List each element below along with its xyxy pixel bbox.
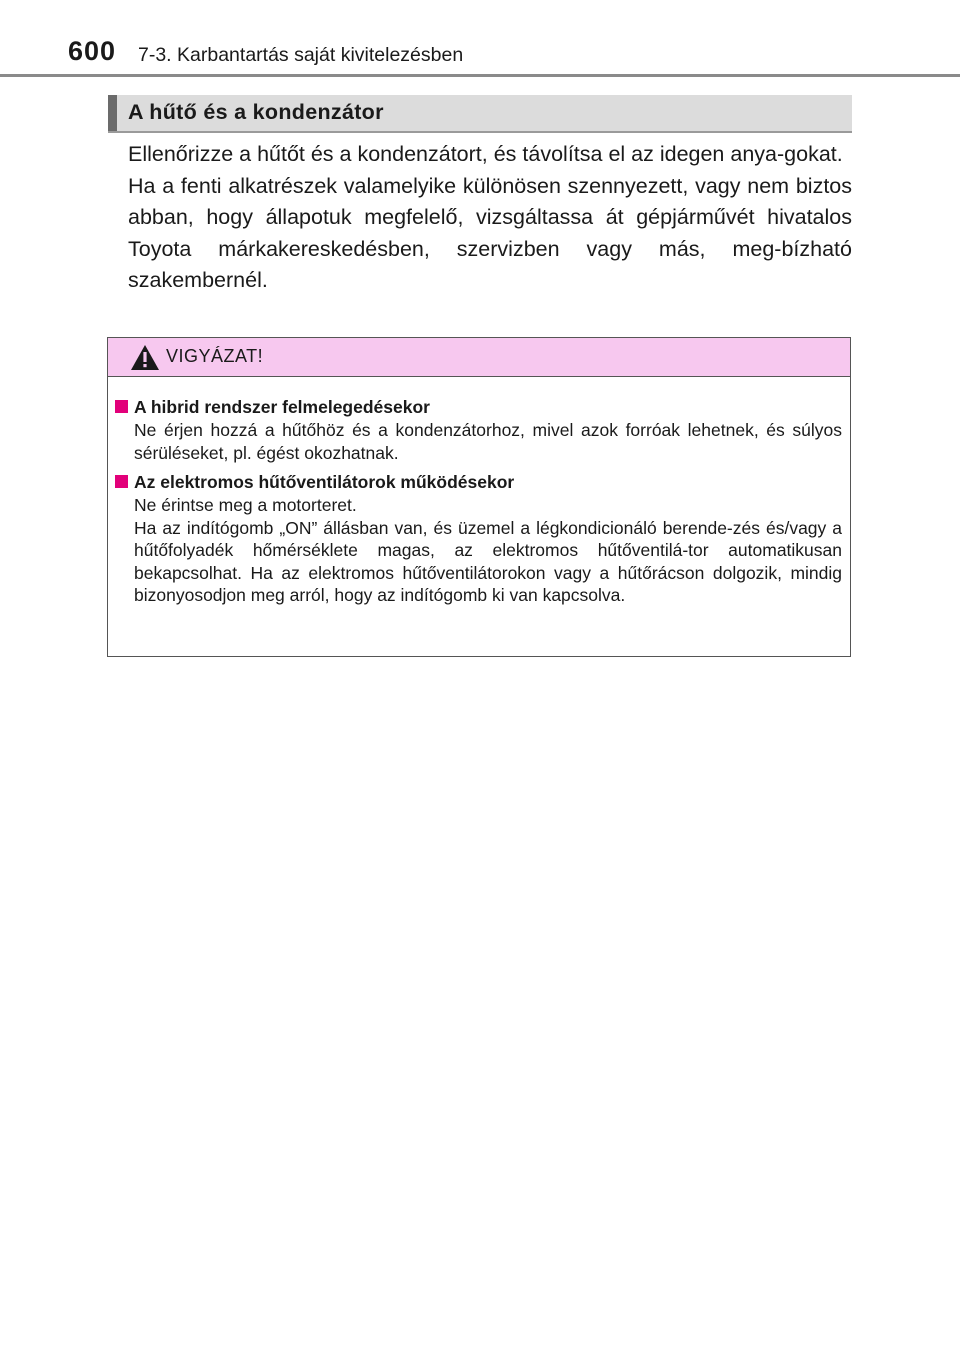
caution-item-text [114,419,842,464]
caution-header [108,338,850,377]
header-divider [0,74,960,77]
warning-triangle-icon [130,344,160,371]
caution-item-title: A hibrid rendszer felmelegedésekor [134,397,430,417]
section-heading-text: A hűtő és a kondenzátor [128,100,384,124]
square-bullet-icon [115,475,128,488]
caution-item-paragraph: Ne érintse meg a motorteret. [134,495,357,515]
page-header [0,0,960,76]
section-body [128,139,852,297]
section-heading-bar [108,95,117,131]
caution-item-heading [114,471,842,494]
square-bullet-icon [115,400,128,413]
caution-item [114,396,842,464]
caution-item-heading [114,396,842,419]
caution-body [114,396,842,614]
caution-item-title: Az elektromos hűtőventilátorok működésekor [134,472,515,492]
section-heading [108,95,852,133]
caution-item-text [114,494,842,607]
chapter-title: 7-3. Karbantartás saját kivitelezésben [138,44,464,66]
caution-item-paragraph: Ha az indítógomb „ON” állásban van, és üzemel a légkondicionáló berende-zés és/vagy a hűtőfolyadék hőmérséklete magas, az elektromos hűtőventilá-tor automatikusan bekapcsolhat. Ha az elektromos hűtőventilátorokon vagy a hűtőrácson dolgozik, mindig bizonyosodjon meg arról, hogy az indítógomb ki van kapcsolva. [134,517,842,605]
page-number: 600 [68,36,117,66]
caution-title: VIGYÁZAT! [166,346,264,366]
body-paragraph: Ellenőrizze a hűtőt és a kondenzátort, és távolítsa el az idegen anya-gokat. [128,142,843,166]
body-paragraph: Ha a fenti alkatrészek valamelyike különösen szennyezett, vagy nem biztos abban, hogy állapotuk megfelelő, vizsgáltassa át gépjárművét hivatalos Toyota márkakereskedésben, szervizben vagy más, meg-bízható szakembernél. [128,173,852,292]
caution-box [107,337,851,657]
caution-item [114,471,842,607]
caution-item-paragraph: Ne érjen hozzá a hűtőhöz és a kondenzátorhoz, mivel azok forróak lehetnek, és súlyos sérüléseket, pl. égést okozhatnak. [134,420,842,463]
